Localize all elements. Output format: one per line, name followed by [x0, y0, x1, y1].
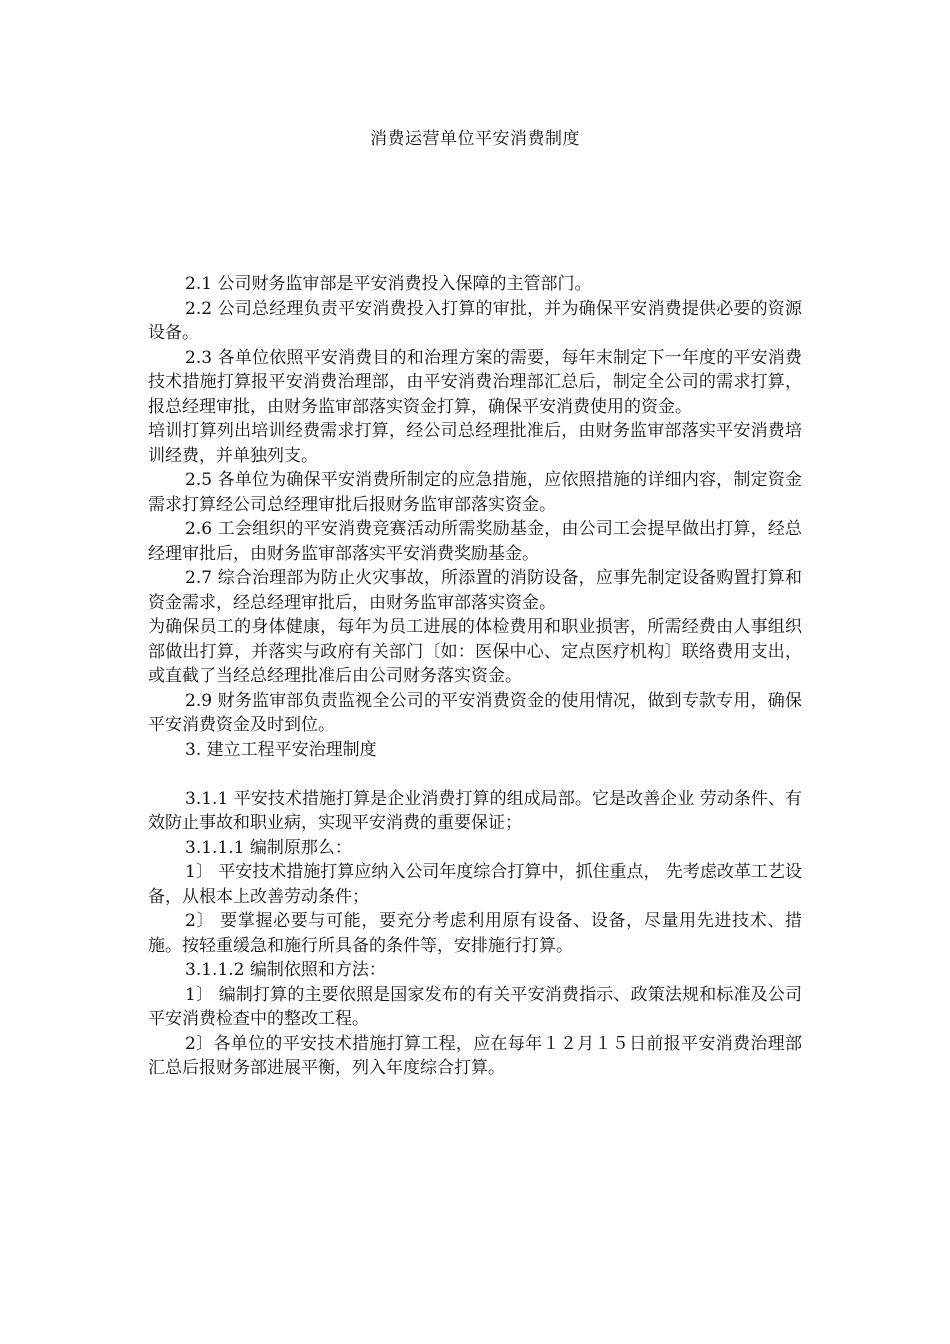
paragraph-3-1-1: 3.1.1 平安技术措施打算是企业消费打算的组成局部。它是改善企业 劳动条件、有效防止事故和职业病，实现平安消费的重要保证；: [148, 788, 802, 833]
blank-line: [148, 762, 802, 787]
list-item-method-2: 2〕各单位的平安技术措施打算工程，应在每年１２月１５日前报平安消费治理部汇总后报财务部进展平衡，列入年度综合打算。: [148, 1033, 802, 1078]
paragraph-training-budget: 培训打算列出培训经费需求打算，经公司总经理批准后，由财务监审部落实平安消费培训经费，并单独列支。: [148, 421, 802, 466]
paragraph-2-9: 2.9 财务监审部负责监视全公司的平安消费资金的使用情况，做到专款专用，确保平安消费资金及时到位。: [148, 690, 802, 735]
paragraph-2-3: 2.3 各单位依照平安消费目的和治理方案的需要，每年末制定下一年度的平安消费技术措施打算报平安消费治理部，由平安消费治理部汇总后，制定全公司的需求打算，报总经理审批，由财务监审部落实资金打算，确保平安消费使用的资金。: [148, 347, 802, 417]
paragraph-2-7: 2.7 综合治理部为防止火灾事故，所添置的消防设备，应事先制定设备购置打算和资金需求，经总经理审批后，由财务监审部落实资金。: [148, 568, 802, 613]
document-body: [148, 272, 802, 1081]
paragraph-2-5: 2.5 各单位为确保平安消费所制定的应急措施，应依照措施的详细内容，制定资金需求打算经公司总经理审批后报财务监审部落实资金。: [148, 470, 802, 515]
section-heading-3: 3. 建立工程平安治理制度: [185, 739, 377, 760]
paragraph-3-1-1-2: 3.1.1.2 编制依照和方法：: [185, 960, 386, 980]
document-title: 消费运营单位平安消费制度: [370, 129, 580, 149]
paragraph-2-1: 2.1 公司财务监审部是平安消费投入保障的主管部门。: [185, 274, 592, 294]
paragraph-health-checkup: 为确保员工的身体健康，每年为员工进展的体检费用和职业损害，所需经费由人事组织部做出打算，并落实与政府有关部门〔如：医保中心、定点医疗机构〕联络费用支出，或直截了当经总经理批准后由公司财务落实资金。: [148, 617, 802, 686]
paragraph-2-6: 2.6 工会组织的平安消费竞赛活动所需奖励基金，由公司工会提早做出打算，经总经理审批后，由财务监审部落实平安消费奖励基金。: [148, 519, 802, 564]
list-item-principle-1: 1〕 平安技术措施打算应纳入公司年度综合打算中，抓住重点， 先考虑改革工艺设备，从根本上改善劳动条件；: [148, 862, 802, 907]
paragraph-3-1-1-1: 3.1.1.1 编制原那么：: [185, 837, 352, 858]
list-item-method-1: 1〕 编制打算的主要依照是国家发布的有关平安消费指示、政策法规和标准及公司平安消费检查中的整改工程。: [148, 984, 802, 1029]
paragraph-2-2: 2.2 公司总经理负责平安消费投入打算的审批，并为确保平安消费提供必要的资源设备。: [148, 298, 802, 343]
list-item-principle-2: 2〕 要掌握必要与可能，要充分考虑利用原有设备、设备，尽量用先进技术、措施。按轻重缓急和施行所具备的条件等，安排施行打算。: [148, 911, 802, 956]
